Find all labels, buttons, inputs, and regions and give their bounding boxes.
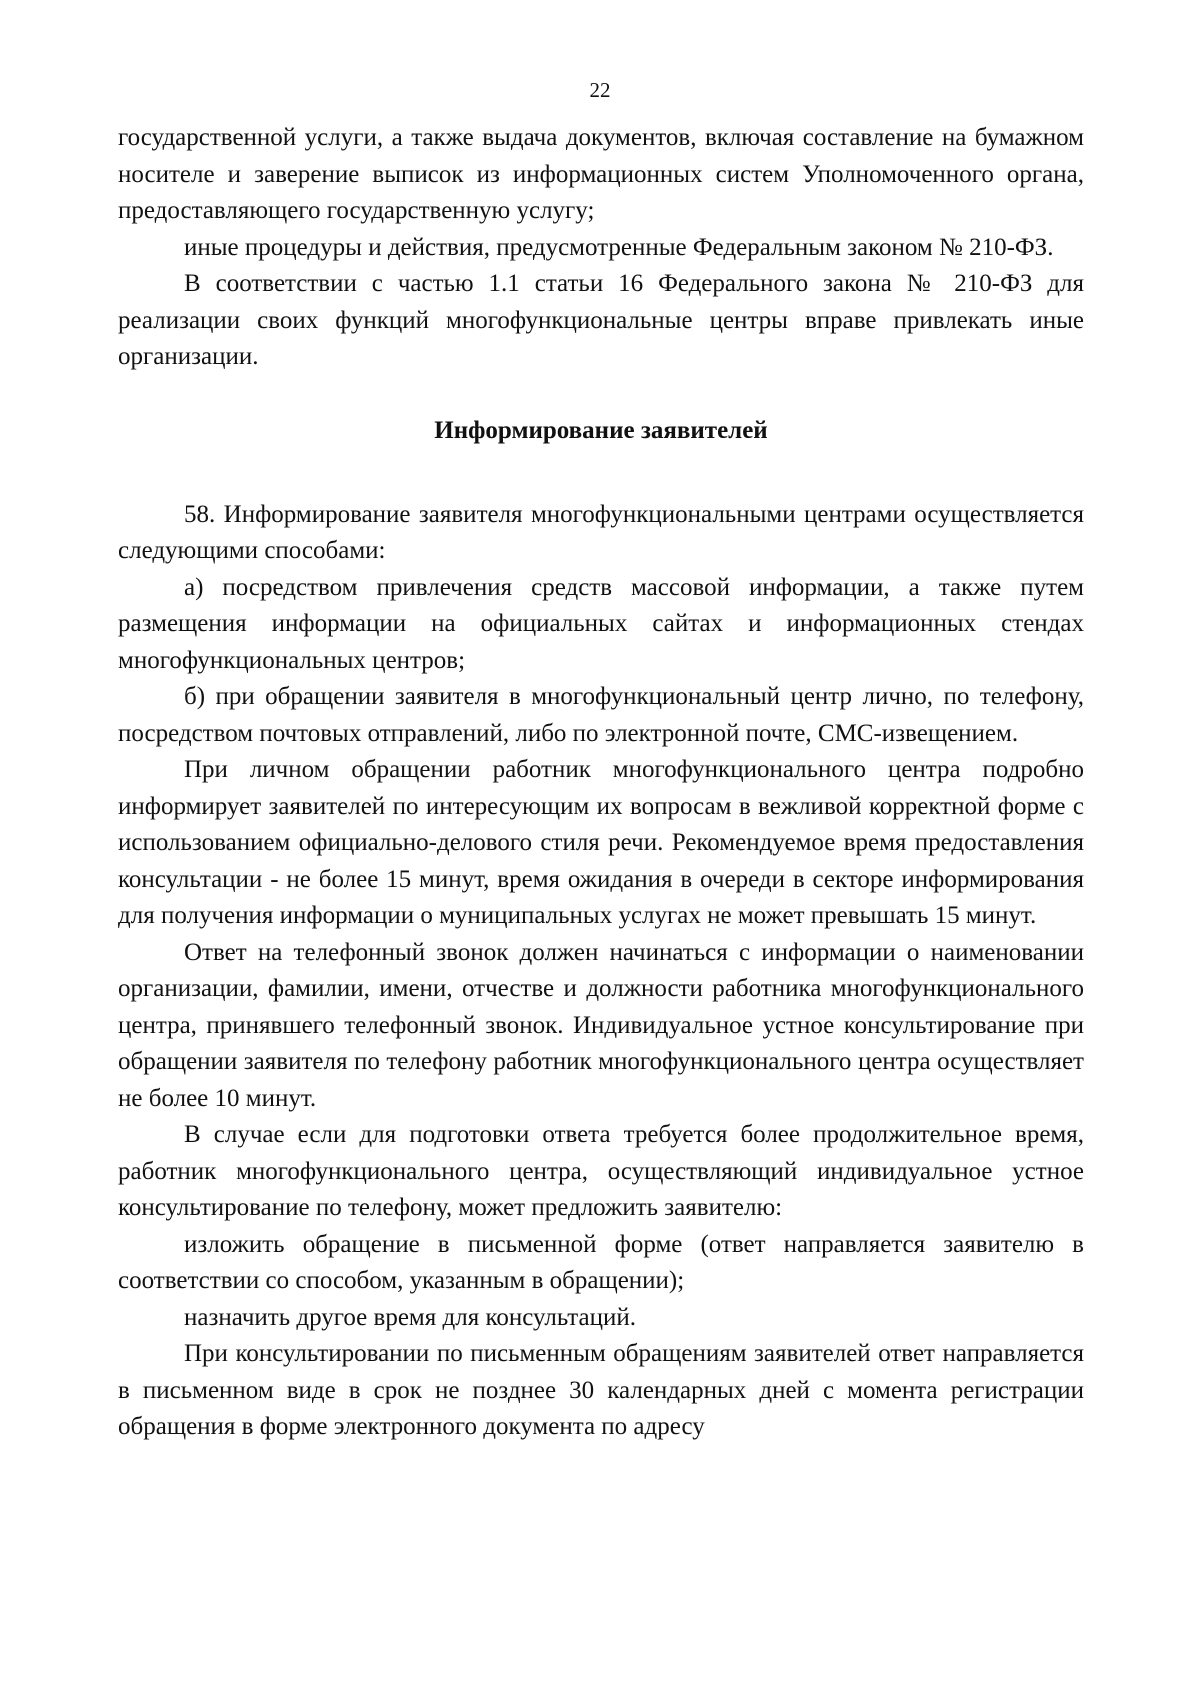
paragraph-phone-call: Ответ на телефонный звонок должен начинаться с информации о наименовании организации, фамилии, имени, отчестве и должности работника многофункционального центра, принявшего телефонный звонок. Индивидуальное устное консультирование при обращении заявителя по телефону работник многофункционального центра осуществляет не более 10 минут. bbox=[118, 938, 1084, 1112]
paragraph-written-form: изложить обращение в письменной форме (ответ направляется заявителю в соответствии со способом, указанным в обращении); bbox=[118, 1230, 1084, 1294]
page-number: 22 bbox=[589, 78, 611, 102]
paragraph-other-procedures: иные процедуры и действия, предусмотренные Федеральным законом № 210-ФЗ. bbox=[184, 233, 1054, 261]
paragraph-item-58: 58. Информирование заявителя многофункциональными центрами осуществляется следующими способами: bbox=[118, 500, 1084, 564]
paragraph-written-requests: При консультировании по письменным обращениям заявителей ответ направляется в письменном виде в срок не позднее 30 календарных дней с момента регистрации обращения в форме электронного документа по адресу bbox=[118, 1340, 1084, 1440]
paragraph-other-time: назначить другое время для консультаций. bbox=[184, 1303, 637, 1331]
paragraph-continuation: государственной услуги, а также выдача документов, включая составление на бумажном носителе и заверение выписок из информационных систем Уполномоченного органа, предоставляющего государственную услугу; bbox=[118, 124, 1084, 224]
paragraph-personal-visit: При личном обращении работник многофункционального центра подробно информирует заявителей по интересующим их вопросам в вежливой корректной форме с использованием официально-делового стиля речи. Рекомендуемое время предоставления консультации - не более 15 минут, время ожидания в очереди в секторе информирования для получения информации о муниципальных услугах не может превышать 15 минут. bbox=[118, 756, 1084, 929]
paragraph-subitem-a: а) посредством привлечения средств массовой информации, а также путем размещения информации на официальных сайтах и информационных стендах многофункциональных центров; bbox=[118, 573, 1084, 674]
section-heading: Информирование заявителей bbox=[434, 416, 768, 444]
document-body bbox=[118, 120, 1084, 1446]
paragraph-longer-time: В случае если для подготовки ответа требуется более продолжительное время, работник многофункционального центра, осуществляющий индивидуальное устное консультирование по телефону, может предложить заявителю: bbox=[118, 1121, 1084, 1221]
paragraph-subitem-b: б) при обращении заявителя в многофункциональный центр лично, по телефону, посредством почтовых отправлений, либо по электронной почте, СМС-извещением. bbox=[118, 683, 1084, 747]
paragraph-article-16: В соответствии с частью 1.1 статьи 16 Федерального закона № 210-ФЗ для реализации своих функций многофункциональные центры вправе привлекать иные организации. bbox=[118, 270, 1084, 370]
